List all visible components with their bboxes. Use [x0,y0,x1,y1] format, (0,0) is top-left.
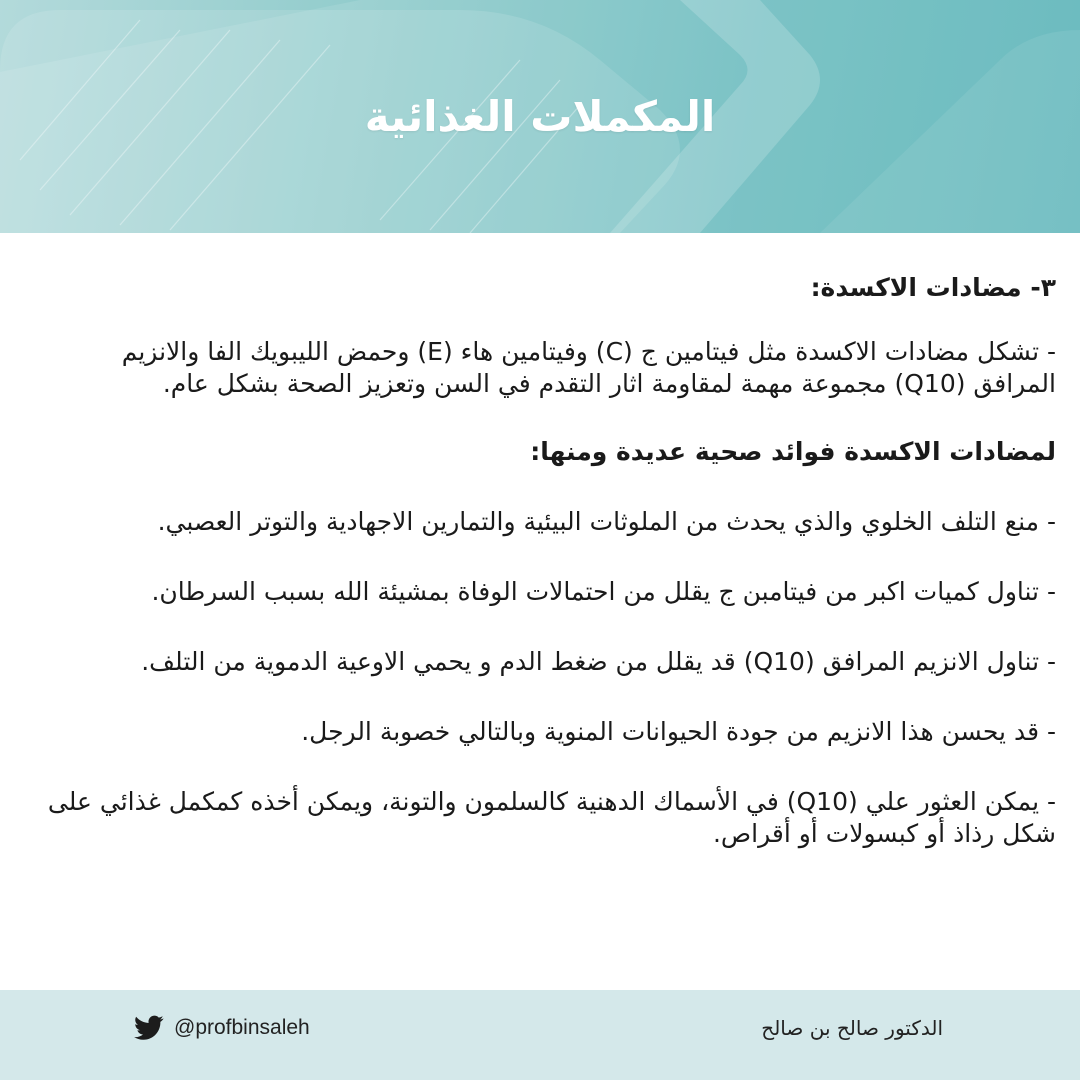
list-item: - تناول كميات اكبر من فيتامبن ج يقلل من احتمالات الوفاة بمشيئة الله بسبب السرطان. [151,577,1056,606]
author-name: الدكتور صالح بن صالح [761,1016,943,1040]
benefits-heading: لمضادات الاكسدة فوائد صحية عديدة ومنها: [530,437,1056,466]
twitter-handle-link[interactable] [134,1012,310,1044]
list-item: - تناول الانزيم المرافق (Q10) قد يقلل من ضغط الدم و يحمي الاوعية الدموية من التلف. [141,647,1056,676]
list-item: - منع التلف الخلوي والذي يحدث من الملوثات البيئية والتمارين الاجهادية والتوتر العصبي. [157,507,1056,536]
twitter-bird-icon [134,1015,164,1041]
list-item: - قد يحسن هذا الانزيم من جودة الحيوانات المنوية وبالتالي خصوبة الرجل. [301,717,1056,746]
section-heading: ٣- مضادات الاكسدة: [810,273,1056,302]
intro-paragraph: - تشكل مضادات الاكسدة مثل فيتامين ج (C) وفيتامين هاء (E) وحمض الليبويك الفا والانزيم المرافق (Q10) مجموعة مهمة لمقاومة اثار التقدم في السن وتعزيز الصحة بشكل عام. [121,337,1056,398]
page-title: المكملات الغذائية [364,92,716,141]
list-item: - يمكن العثور علي (Q10) في الأسماك الدهنية كالسلمون والتونة، ويمكن أخذه كمكمل غذائي على شكل رذاذ أو كبسولات أو أقراص. [47,787,1056,848]
header-banner [0,0,1080,233]
article-body [40,272,1056,850]
twitter-handle-text: @profbinsaleh [174,1016,310,1039]
